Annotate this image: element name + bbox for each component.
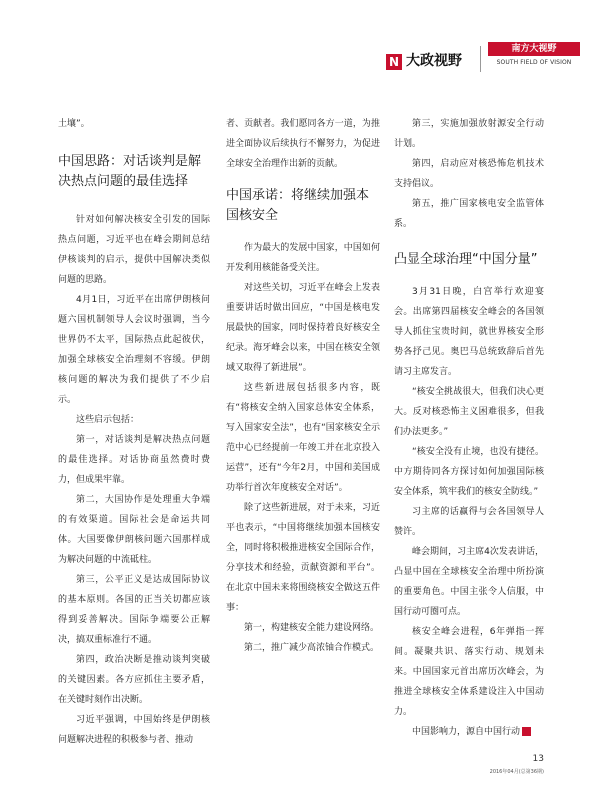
paragraph: 针对如何解决核安全引发的国际热点问题，习近平也在峰会期间总结伊核谈判的启示，提供中国解决类似问题的思路。	[58, 215, 210, 285]
paragraph: “核安全没有止境，也没有捷径。中方期待同各方探讨如何加强国际核安全体系，筑牢我们的核安全防线。”	[394, 447, 544, 497]
section-heading: 中国承诺：将继续加强本国核安全	[226, 188, 370, 223]
end-mark-icon: N	[522, 727, 531, 736]
paragraph: “核安全挑战很大，但我们决心更大。反对核恐怖主义困难很多，但我们办法更多。”	[394, 387, 544, 437]
paragraph: 3月31日晚，白宫举行欢迎宴会。出席第四届核安全峰会的各国领导人抓住宝贵时间，就世界核安全形势各抒己见。奥巴马总统致辞后首先请习主席发言。	[394, 287, 544, 377]
paragraph: 这些新进展包括很多内容，既有“将核安全纳入国家总体安全体系，写入国家安全法”，也有“国家核安全示范中心已经提前一年竣工并在北京投入运营”，还有“今年2月，中国和美国成功举行首次年度核安全对话”。	[226, 383, 380, 493]
paragraph: 土壤”。	[58, 119, 90, 129]
paragraph: 习主席的话赢得与会各国领导人赞许。	[394, 507, 544, 537]
column-3	[394, 114, 544, 742]
paragraph: 第四，启动应对核恐怖危机技术支持倡议。	[394, 159, 544, 189]
brand-name: 南方大视野	[488, 42, 580, 56]
paragraph-last	[394, 722, 544, 742]
paragraph: 第三，公平正义是达成国际协议的基本原则。各国的正当关切都应该得到妥善解决。国际争端要公正解决，搞双重标准行不通。	[58, 575, 210, 645]
paragraph: 第一，构建核安全能力建设网络。	[244, 623, 380, 633]
paragraph: 作为最大的发展中国家，中国如何开发利用核能备受关注。	[226, 243, 380, 273]
paragraph: 峰会期间，习主席4次发表讲话，凸显中国在全球核安全治理中所扮演的重要角色。中国主张令人信服，中国行动可圈可点。	[394, 547, 544, 617]
issue-info: 2016年04月(总第36期)	[489, 769, 544, 775]
paragraph: 第一，对话谈判是解决热点问题的最佳选择。对话协商虽然费时费力，但成果牢靠。	[58, 435, 210, 485]
paragraph: 4月1日，习近平在出席伊朗核问题六国机制领导人会议时强调，当今世界仍不太平，国际热点此起彼伏，加强全球核安全治理刻不容缓。伊朗核问题的解决为我们提供了不少启示。	[58, 295, 210, 405]
brand-block	[488, 42, 580, 66]
paragraph: 第三，实施加强放射源安全行动计划。	[394, 119, 544, 149]
brand-subtitle: SOUTH FIELD OF VISION	[496, 59, 572, 66]
paragraph: 第二，大国协作是处理重大争端的有效渠道。国际社会是命运共同体。大国要像伊朗核问题六国那样成为解决问题的中流砥柱。	[58, 495, 210, 565]
paragraph: 第五，推广国家核电安全监管体系。	[394, 199, 544, 229]
column-2	[226, 114, 380, 658]
paragraph: 第四，政治决断是推动谈判突破的关键因素。各方应抓住主要矛盾，在关键时刻作出决断。	[58, 655, 210, 705]
column-1	[58, 114, 210, 750]
logo-n-icon: N	[386, 54, 402, 70]
header-divider	[480, 46, 481, 72]
paragraph-text: 中国影响力，源自中国行动	[412, 727, 521, 737]
paragraph: 核安全峰会进程，6年弹指一挥间。凝聚共识、落实行动、规划未来。中国国家元首出席历次峰会，为推进全球核安全体系建设注入中国动力。	[394, 627, 544, 717]
section-heading: 凸显全球治理“中国分量”	[394, 252, 538, 267]
paragraph: 对这些关切，习近平在峰会上发表重要讲话时做出回应，“中国是核电发展最快的国家，同时保持着良好核安全纪录。海牙峰会以来，中国在核安全领域又取得了新进展”。	[226, 283, 380, 373]
paragraph: 者、贡献者。我们愿同各方一道，为推进全面协议后续执行不懈努力，为促进全球安全治理作出新的贡献。	[226, 119, 380, 169]
paragraph: 第二，推广减少高浓铀合作模式。	[244, 643, 380, 653]
paragraph: 习近平强调，中国始终是伊朗核问题解决进程的积极参与者、推动	[58, 715, 210, 745]
paragraph: 这些启示包括：	[76, 415, 140, 425]
section-heading: 中国思路：对话谈判是解决热点问题的最佳选择	[58, 154, 202, 189]
section-title: 大政视野	[406, 53, 462, 69]
page-number: 13	[532, 754, 544, 764]
paragraph: 除了这些新进展，对于未来，习近平也表示，“中国将继续加强本国核安全，同时将积极推进核安全国际合作，分享技术和经验，贡献资源和平台”。在北京中国未来将围绕核安全做这五件事：	[226, 503, 380, 613]
